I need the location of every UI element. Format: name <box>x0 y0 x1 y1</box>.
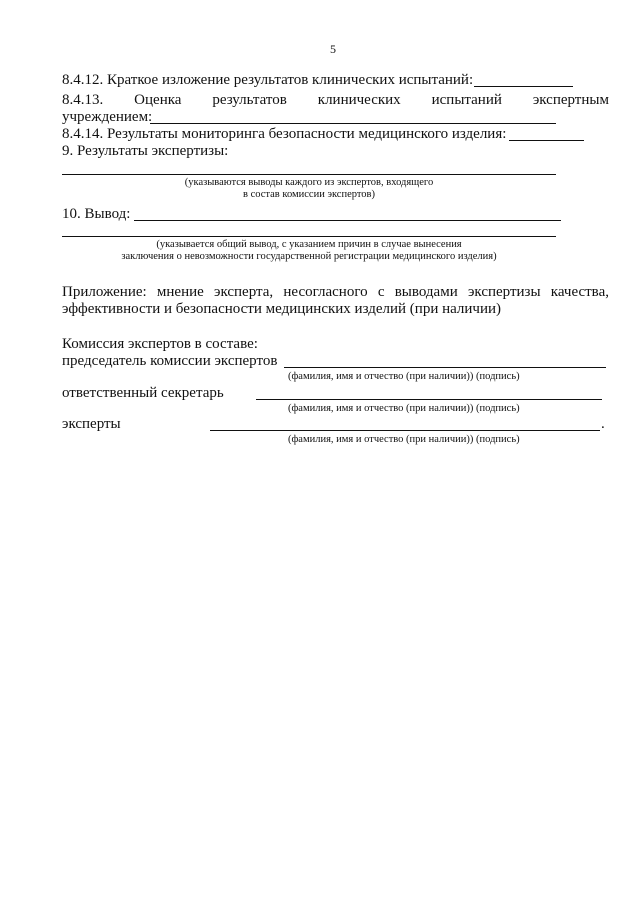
experts-line-end: . <box>601 416 605 432</box>
appendix-line-2: эффективности и безопасности медицинских изделий (при наличии) <box>62 301 502 317</box>
item-9-label: 9. Результаты экспертизы: <box>62 143 229 159</box>
secretary-signature-line <box>256 399 602 400</box>
appendix-word: мнение <box>156 284 204 300</box>
item-8-4-13-word: испытаний <box>431 92 502 108</box>
appendix-word: качества, <box>550 284 609 300</box>
item-8-4-13-word: клинических <box>317 92 401 108</box>
item-10-note-line-2: заключения о невозможности государственной регистрации медицинского изделия) <box>121 251 497 262</box>
item-8-4-13-continuation: учреждением: <box>62 109 153 125</box>
item-8-4-13-word: экспертным <box>532 92 609 108</box>
appendix-word: выводами <box>394 284 458 300</box>
page-number: 5 <box>330 42 336 56</box>
chair-signature-line <box>284 367 606 368</box>
item-8-4-14-label: 8.4.14. Результаты мониторинга безопасности медицинского изделия: <box>62 126 507 142</box>
item-8-4-13-blank <box>150 123 556 124</box>
item-8-4-13-number: 8.4.13. <box>62 92 104 108</box>
appendix-word: экспертизы <box>467 284 541 300</box>
commission-heading: Комиссия экспертов в составе: <box>62 336 258 352</box>
appendix-word: несогласного <box>283 284 368 300</box>
experts-label: эксперты <box>62 416 121 432</box>
item-10-blank-1 <box>134 220 561 221</box>
secretary-label: ответственный секретарь <box>62 385 224 401</box>
item-8-4-12-blank <box>474 86 573 87</box>
appendix-word: с <box>377 284 385 300</box>
item-9-note-line-2: в состав комиссии экспертов) <box>243 189 375 200</box>
appendix-word: Приложение: <box>62 284 147 300</box>
item-8-4-13-line <box>62 92 609 109</box>
experts-signature-caption: (фамилия, имя и отчество (при наличии)) (подпись) <box>288 434 520 445</box>
item-10-blank-2 <box>62 236 556 237</box>
item-10-note-line-1: (указывается общий вывод, с указанием причин в случае вынесения <box>156 239 462 250</box>
appendix-line-1 <box>62 284 609 301</box>
item-8-4-13-word: результатов <box>212 92 287 108</box>
experts-signature-line <box>210 430 600 431</box>
item-9-note-line-1: (указываются выводы каждого из экспертов, входящего <box>184 177 434 188</box>
item-8-4-14-blank <box>509 140 584 141</box>
item-10-label: 10. Вывод: <box>62 206 131 222</box>
chair-label: председатель комиссии экспертов <box>62 353 278 369</box>
item-8-4-13-word: Оценка <box>134 92 182 108</box>
item-9-blank <box>62 174 556 175</box>
appendix-word: эксперта, <box>214 284 274 300</box>
secretary-signature-caption: (фамилия, имя и отчество (при наличии)) (подпись) <box>288 403 520 414</box>
chair-signature-caption: (фамилия, имя и отчество (при наличии)) (подпись) <box>288 371 520 382</box>
item-8-4-12-label: 8.4.12. Краткое изложение результатов клинических испытаний: <box>62 72 474 88</box>
